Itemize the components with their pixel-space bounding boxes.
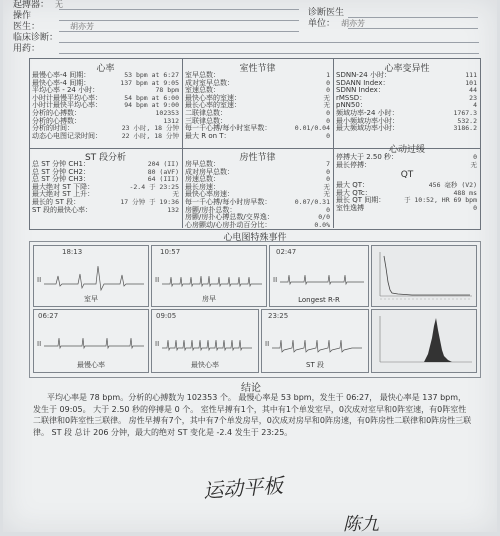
st-row: 最大绝对 ST 下降： -2.4 于 23:25 bbox=[32, 182, 179, 191]
ecg-strip-pvc: 18:13 II 室早 bbox=[33, 245, 149, 307]
qt-row: 最大 QTc： 488 ms bbox=[336, 188, 477, 197]
st-row: 总 ST 分钟 CH1： 204 (II) bbox=[32, 160, 179, 168]
ecg-caption: 最慢心率 bbox=[77, 361, 105, 369]
qt-row: 最大 QT： 456 毫秒 (V2) bbox=[336, 181, 477, 189]
st-row: 最大绝对 ST 上升： 无 bbox=[32, 190, 179, 199]
ecg-strip-slowest: 06:27 II 最慢心率 bbox=[33, 309, 149, 373]
ventricular-row: 最大 R on T： 0 bbox=[185, 131, 330, 140]
atrial-row: 最长房速： 无 bbox=[185, 182, 330, 191]
hrv-row: 最小频域功率小时： 532.2 bbox=[336, 116, 477, 125]
ventricular-section bbox=[185, 72, 330, 140]
pause-section bbox=[336, 154, 477, 169]
st-section bbox=[32, 161, 179, 214]
ecg-caption: 室早 bbox=[84, 295, 98, 303]
atrial-section bbox=[185, 161, 330, 229]
st-title: ST 段分析 bbox=[84, 153, 127, 163]
hrv-trend-plot bbox=[371, 245, 477, 307]
ventricular-title: 室性节律 bbox=[239, 64, 276, 74]
conclusion-title: 结论 bbox=[241, 383, 261, 394]
qt-title: QT bbox=[400, 170, 414, 180]
ecg-strip-pac: 10:57 II 房早 bbox=[151, 245, 267, 307]
atrial-row: 心房颤动/心房扑动百分比： 0.0% bbox=[185, 220, 330, 229]
ecg-caption: ST 段 bbox=[306, 361, 324, 369]
rr-histogram-plot bbox=[371, 309, 477, 373]
atrial-row: 房早总数： 7 bbox=[185, 160, 330, 168]
heart-rate-row: 小时计最慢平均心率： 54 bpm at 6:00 bbox=[32, 93, 179, 102]
conclusion-text: 平均心率是 78 bpm。分析的心搏数为 102353 个。 最慢心率是 53 bpm，发生于 06:27， 最快心率是 137 bpm，发生于 09:05。 大于 2.50 秒的停搏是 0 个。 室性早搏有1个，其中有1个单发室早，0次成对室早和0阵室速，有0阵室性二联律和0阵室性三联律。 房性早搏有7个，其中有7个单发房早，0次成对房早和0阵房速，有0阵房性二联律和0阵房性三联律。 ST 段 总计 206 分钟，最大的绝对 ST 变化是 -2.4 发生于 23:25。 bbox=[33, 393, 472, 437]
hrv-row: SDNN Index： 44 bbox=[336, 86, 477, 95]
ventricular-row: 最长心率的室速： 无 bbox=[185, 101, 330, 110]
heart-rate-row: 分析的时间： 23 小时, 18 分钟 bbox=[32, 124, 179, 133]
heart-rate-row: 分析的心搏数： 1312 bbox=[32, 116, 179, 125]
hrv-row: rMSSD： 23 bbox=[336, 93, 477, 102]
heart-rate-row: 小时计最快平均心率： 94 bpm at 9:00 bbox=[32, 101, 179, 110]
atrial-row: 成对房早总数： 0 bbox=[185, 167, 330, 176]
hrv-title: 心率变异性 bbox=[384, 64, 430, 74]
hrv-row: pNN50： 4 bbox=[336, 101, 477, 110]
hrv-section bbox=[336, 72, 477, 133]
header-medication: 用药： bbox=[13, 44, 41, 54]
hrv-row: SDANN Index： 101 bbox=[336, 78, 477, 87]
ecg-caption: 房早 bbox=[202, 295, 216, 303]
header-operator: 操作 bbox=[13, 11, 32, 21]
handwritten-note: 运动平板 bbox=[202, 473, 284, 503]
heart-rate-row: 分析的心搏数： 102353 bbox=[32, 108, 179, 117]
ventricular-row: 成对室早总数： 0 bbox=[185, 78, 330, 87]
atrial-title: 房性节律 bbox=[239, 153, 276, 163]
pause-row: 最长停搏： 无 bbox=[336, 160, 477, 169]
ventricular-row: 室速总数： 0 bbox=[185, 86, 330, 95]
ventricular-row: 每一千心搏/每小时室早数： 0.01/0.04 bbox=[185, 124, 330, 133]
atrial-row: 房颤/房扑总数： 0 bbox=[185, 205, 330, 214]
ecg-strip-st: 23:25 II ST 段 bbox=[261, 309, 369, 373]
atrial-row: 房速总数： 0 bbox=[185, 175, 330, 184]
atrial-row: 房颤/房扑心搏总数/交界逸： 0/0 bbox=[185, 213, 330, 222]
qt-row: 最长 QT 间期： 于 10:52, HR 69 bpm bbox=[336, 196, 477, 205]
header-pacemaker: 起搏器： 无 bbox=[13, 0, 64, 10]
hrv-row: 最大频域功率小时： 3186.2 bbox=[336, 124, 477, 133]
st-row: 总 ST 分钟 CH2： 80 (aVF) bbox=[32, 167, 179, 176]
qt-row: 室性逸搏 0 bbox=[336, 203, 477, 212]
hrv-row: 频域功率-24 小时： 1767.3 bbox=[336, 108, 477, 117]
ventricular-row: 三联律总数： 0 bbox=[185, 116, 330, 125]
qt-section bbox=[336, 182, 477, 212]
ecg-caption: 最快心率 bbox=[191, 361, 219, 369]
st-row: ST 段的最快心率： 132 bbox=[32, 205, 179, 214]
st-row: 最长的 ST 段： 17 分钟 于 19:36 bbox=[32, 197, 179, 206]
ecg-caption: Longest R-R bbox=[298, 296, 340, 304]
atrial-row: 每一千心搏/每小时房早数： 0.07/0.31 bbox=[185, 197, 330, 206]
ecg-strip-longest-rr: 02:47 II Longest R-R bbox=[269, 245, 369, 307]
hrv-row: SDNN-24 小时： 111 bbox=[336, 71, 477, 79]
heart-rate-row: 最慢心率-4 间期： 53 bpm at 6:27 bbox=[32, 71, 179, 79]
handwritten-signature: 陈九 bbox=[343, 514, 379, 535]
header-clinical-diagnosis: 临床诊断： bbox=[13, 33, 59, 43]
heart-rate-title: 心率 bbox=[96, 64, 115, 74]
heart-rate-row: 平均心率 - 24 小时： 78 bpm bbox=[32, 86, 179, 95]
atrial-row: 最快心率房速： 无 bbox=[185, 190, 330, 199]
ventricular-row: 室早总数： 1 bbox=[185, 71, 330, 79]
header-diagnosing-doctor: 诊断医生 bbox=[308, 8, 345, 18]
ecg-strip-fastest: 09:05 II 最快心率 bbox=[151, 309, 259, 373]
pause-title: 心动过缓 bbox=[388, 145, 425, 155]
ventricular-row: 二联律总数： 0 bbox=[185, 108, 330, 117]
heart-rate-row: 动态心电图记录时间： 22 小时, 18 分钟 bbox=[32, 131, 179, 140]
st-row: 总 ST 分钟 CH3： 64 (III) bbox=[32, 175, 179, 184]
pause-row: 停搏大于 2.50 秒： 0 bbox=[336, 153, 477, 161]
ventricular-row: 最快心率的室速： 无 bbox=[185, 93, 330, 102]
heart-rate-section bbox=[32, 72, 179, 140]
events-title: 心电图特殊事件 bbox=[223, 233, 287, 243]
header-doctor: 医生： 胡亦芳 bbox=[13, 22, 95, 32]
heart-rate-row: 最快心率-4 间期： 137 bpm at 9:05 bbox=[32, 78, 179, 87]
header-unit: 单位： 胡亦芳 bbox=[308, 19, 366, 29]
report-paper bbox=[3, 0, 497, 535]
